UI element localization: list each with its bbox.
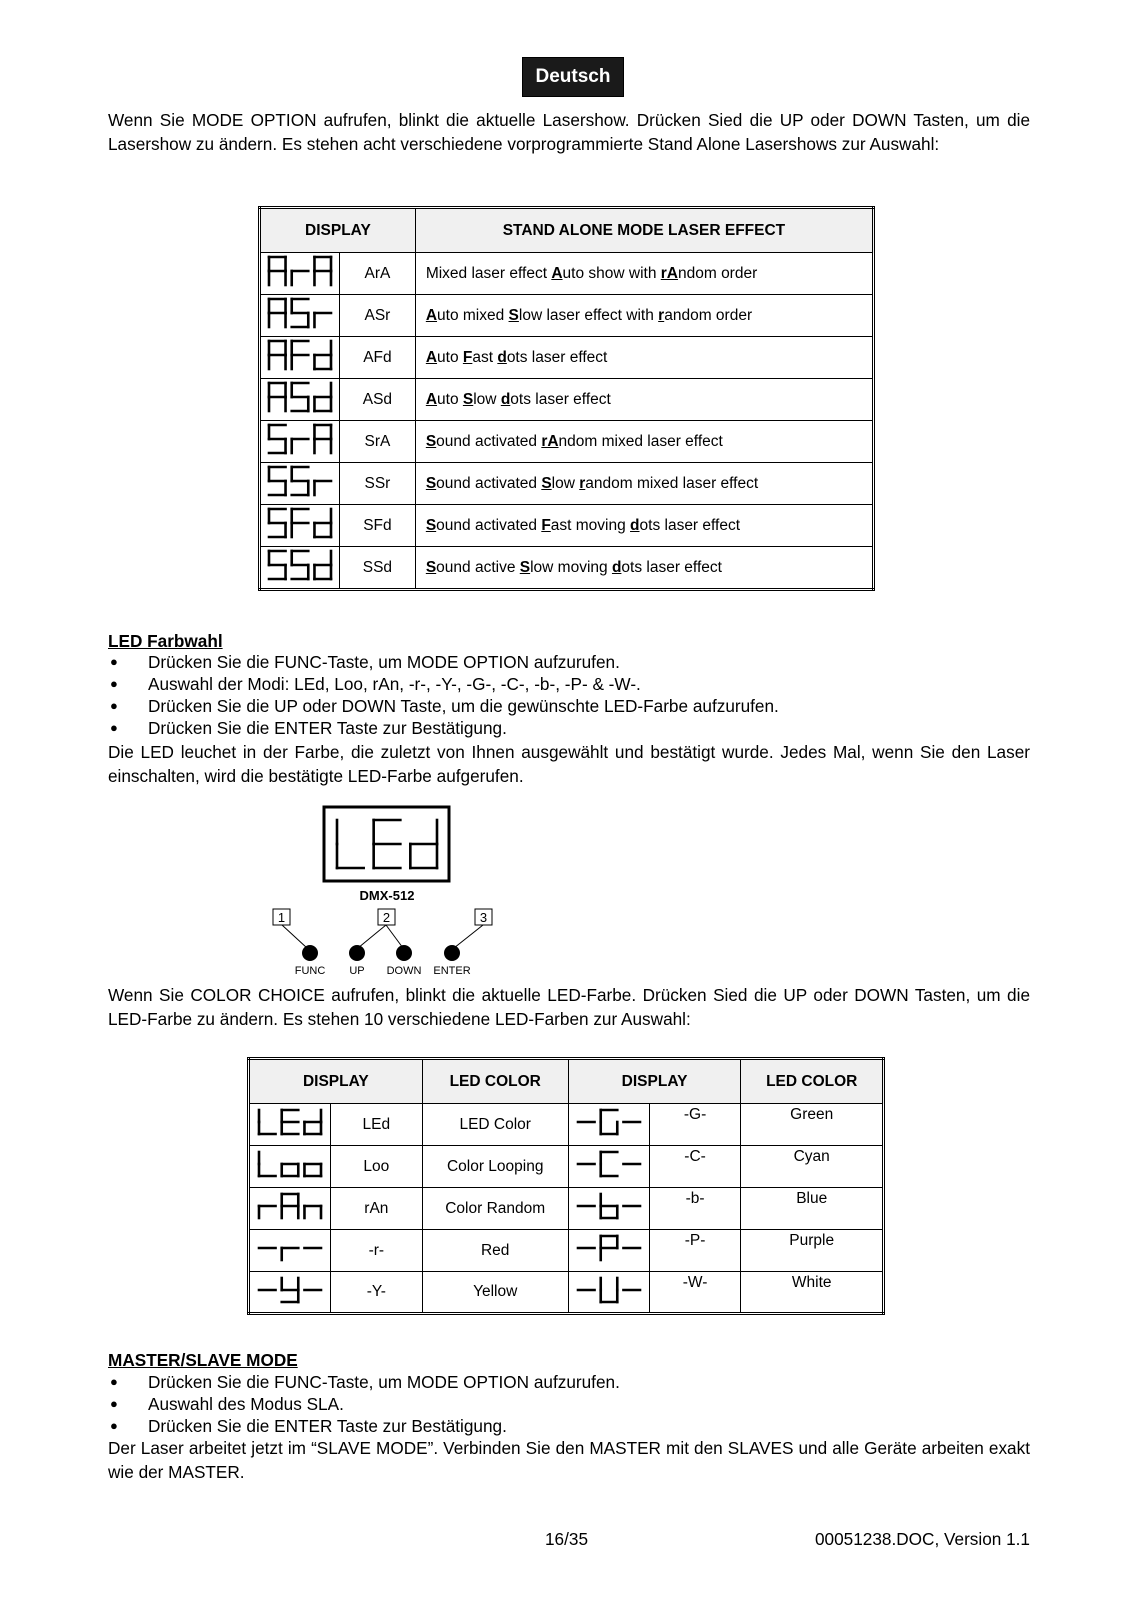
display-icon-cell [249,1230,331,1272]
doc-version: 00051238.DOC, Version 1.1 [815,1529,1030,1549]
callout-label-2: 2 [382,910,391,925]
seven-segment-icon [574,1190,644,1222]
effect-text-segment: andom order [664,306,753,324]
down-button-label: DOWN [386,965,422,975]
effect-text-segment: ndom mixed laser effect [558,432,723,450]
display-code: SrA [340,421,416,463]
display-code: -P- [649,1230,741,1272]
color-paragraph: Wenn Sie COLOR CHOICE aufrufen, blinkt die aktuelle LED-Farbe. Drücken Sied die UP oder DOWN Tasten, um die LED-Farbe zu ändern. Es stehen 10 verschiedene LED-Farben zur Auswahl: [108,985,1030,1029]
effect-description [415,379,873,421]
display-code: SSr [340,463,416,505]
color-table-body [249,1104,884,1314]
table-row [260,295,874,337]
effect-text-segment: F [462,348,473,366]
seven-segment-icon [574,1274,644,1306]
effect-text-segment: S [425,516,437,534]
down-button-dot [396,945,412,961]
effect-description [415,463,873,505]
color-table-header-display: DISPLAY [249,1059,423,1104]
effect-description [415,253,873,295]
effect-text-segment: ast [472,348,498,366]
effect-text-segment: d [500,390,511,408]
display-icon-cell [568,1230,649,1272]
func-button-dot [302,945,318,961]
effect-text-segment: ound activated [436,432,542,450]
seven-segment-icon [255,1106,325,1138]
list-item: ● Drücken Sie die FUNC-Taste, um MODE OPTION aufzurufen. [108,1371,1030,1393]
effect-text-segment: A [425,306,438,324]
effect-text-segment: A [425,348,438,366]
callout-label-1: 1 [277,910,286,925]
color-table-header-color-2: LED COLOR [741,1059,884,1104]
effect-text-segment: low laser effect with [518,306,659,324]
laser-effect-table [258,206,875,591]
effect-text-segment: rA [660,264,678,282]
display-code: Loo [331,1146,423,1188]
display-icon-cell [260,253,340,295]
display-icon-cell [568,1104,649,1146]
effect-text-segment: r [579,474,586,492]
seven-segment-icon [574,1106,644,1138]
effect-text-segment: uto [437,390,463,408]
effect-text-segment: d [497,348,507,366]
table-row [260,463,874,505]
language-badge: Deutsch [522,57,624,97]
display-icon-cell [260,547,340,590]
display-code: -Y- [331,1272,423,1314]
page-number: 16/35 [545,1529,589,1549]
display-code: SSd [340,547,416,590]
led-color-name: LED Color [422,1104,568,1146]
led-color-name: Purple [741,1230,884,1272]
effect-text-segment: ndom order [677,264,758,282]
effect-description [415,421,873,463]
laser-table-body [260,253,874,590]
effect-text-segment: r [658,306,665,324]
display-code: SFd [340,505,416,547]
control-panel-figure [265,800,505,975]
display-code: -b- [649,1188,741,1230]
list-item: ● Drücken Sie die ENTER Taste zur Bestätigung. [108,1415,1030,1437]
led-color-name: Yellow [422,1272,568,1314]
effect-text-segment: F [541,516,551,534]
effect-description [415,295,873,337]
display-icon-cell [260,337,340,379]
effect-text-segment: ots laser effect [506,348,608,366]
display-code: -G- [649,1104,741,1146]
seven-segment-icon [265,295,335,331]
callout-label-3: 3 [479,910,488,925]
effect-description [415,547,873,590]
effect-text-segment: A [551,264,563,282]
table-row [260,505,874,547]
list-item: ● Auswahl des Modus SLA. [108,1393,1030,1415]
seven-segment-icon [265,463,335,499]
display-code: LEd [331,1104,423,1146]
led-paragraph: Die LED leuchet in der Farbe, die zuletzt von Ihnen ausgewählt und bestätigt wurde. Jedes Mal, wenn Sie den Laser einschalten, wird die bestätigte LED-Farbe aufgerufen. [108,742,1030,786]
effect-text-segment: S [425,474,437,492]
callout-arrows [282,925,483,948]
effect-text-segment: low moving [530,558,612,576]
effect-text-segment: ound activated [436,516,542,534]
master-paragraph: Der Laser arbeitet jetzt im “SLAVE MODE”. Verbinden Sie den MASTER mit den SLAVES und alle Geräte arbeiten exakt wie der MASTER. [108,1438,1030,1482]
laser-table-header-display: DISPLAY [260,208,416,253]
seven-segment-icon [574,1148,644,1180]
effect-text-segment: ots laser effect [621,558,722,576]
seven-segment-icon [265,505,335,541]
effect-text-segment: rA [541,432,559,450]
display-icon-cell [568,1272,649,1314]
display-icon-cell [249,1146,331,1188]
led-color-name: Color Looping [422,1146,568,1188]
master-bullet-list [108,1371,1030,1437]
display-icon-cell [260,505,340,547]
effect-text-segment: d [630,516,640,534]
effect-text-segment: d [611,558,622,576]
enter-button-dot [444,945,460,961]
display-icon-cell [260,379,340,421]
effect-text-segment: ast moving [550,516,631,534]
effect-text-segment: S [462,390,474,408]
effect-text-segment: ound activated [436,474,542,492]
effect-text-segment: uto [437,348,463,366]
table-row [249,1146,884,1188]
led-color-name: Blue [741,1188,884,1230]
display-code: -C- [649,1146,741,1188]
master-section-heading: MASTER/SLAVE MODE [108,1350,298,1370]
display-icon-cell [249,1188,331,1230]
display-code: ASd [340,379,416,421]
effect-text-segment: Mixed laser effect [425,264,552,282]
display-icon-cell [260,295,340,337]
led-color-name: White [741,1272,884,1314]
seven-segment-icon [255,1232,325,1264]
effect-text-segment: ots laser effect [639,516,741,534]
table-row [249,1230,884,1272]
seven-segment-icon [265,547,335,583]
led-color-table [247,1057,885,1315]
display-icon-cell [568,1146,649,1188]
display-code: rAn [331,1188,423,1230]
up-button-label: UP [349,965,365,975]
table-row [249,1104,884,1146]
led-color-name: Color Random [422,1188,568,1230]
seven-segment-icon [265,379,335,415]
seven-segment-icon [265,421,335,457]
list-item: ● Drücken Sie die FUNC-Taste, um MODE OPTION aufzurufen. [108,651,1030,673]
intro-paragraph: Wenn Sie MODE OPTION aufrufen, blinkt die aktuelle Lasershow. Drücken Sied die UP oder DOWN Tasten, um die Lasershow zu ändern. Es stehen acht verschiedene vorprogrammierte Stand Alone Lasershows zur Auswahl: [108,110,1030,154]
seven-segment-icon [265,253,335,289]
table-row [260,337,874,379]
led-color-name: Green [741,1104,884,1146]
panel-model-label: DMX-512 [359,888,415,903]
up-button-dot [349,945,365,961]
display-icon-cell [249,1272,331,1314]
color-table-header-color: LED COLOR [422,1059,568,1104]
effect-text-segment: ound active [436,558,520,576]
effect-description [415,337,873,379]
led-color-name: Cyan [741,1146,884,1188]
table-row [260,421,874,463]
seven-segment-icon [265,337,335,373]
effect-text-segment: S [519,558,531,576]
table-row [260,253,874,295]
effect-text-segment: S [541,474,552,492]
seven-segment-icon [255,1190,325,1222]
display-code: -W- [649,1272,741,1314]
list-item: ● Drücken Sie die ENTER Taste zur Bestätigung. [108,717,1030,739]
laser-table-header-effect: STAND ALONE MODE LASER EFFECT [415,208,873,253]
seven-segment-icon [574,1232,644,1264]
effect-text-segment: uto mixed [437,306,509,324]
effect-text-segment: andom mixed laser effect [585,474,759,492]
effect-text-segment: uto show with [562,264,661,282]
func-button-label: FUNC [294,965,326,975]
display-icon-cell [260,421,340,463]
list-item: ● Drücken Sie die UP oder DOWN Taste, um die gewünschte LED-Farbe aufzurufen. [108,695,1030,717]
color-table-header-display-2: DISPLAY [568,1059,741,1104]
display-code: ArA [340,253,416,295]
display-icon-cell [260,463,340,505]
display-code: -r- [331,1230,423,1272]
effect-description [415,505,873,547]
list-item: ● Auswahl der Modi: LEd, Loo, rAn, -r-, -Y-, -G-, -C-, -b-, -P- & -W-. [108,673,1030,695]
effect-text-segment: low [551,474,580,492]
enter-button-label: ENTER [433,965,471,975]
seven-segment-icon [255,1148,325,1180]
effect-text-segment: ots laser effect [510,390,611,408]
display-icon-cell [249,1104,331,1146]
display-code: AFd [340,337,416,379]
display-icon-cell [568,1188,649,1230]
display-code: ASr [340,295,416,337]
effect-text-segment: S [508,306,519,324]
effect-text-segment: S [425,432,437,450]
table-row [249,1188,884,1230]
led-color-name: Red [422,1230,568,1272]
seven-segment-icon [255,1274,325,1306]
table-row [249,1272,884,1314]
table-row [260,547,874,590]
table-row [260,379,874,421]
effect-text-segment: S [425,558,437,576]
led-bullet-list [108,651,1030,739]
led-section-heading: LED Farbwahl [108,631,223,651]
effect-text-segment: A [425,390,438,408]
effect-text-segment: low [473,390,501,408]
